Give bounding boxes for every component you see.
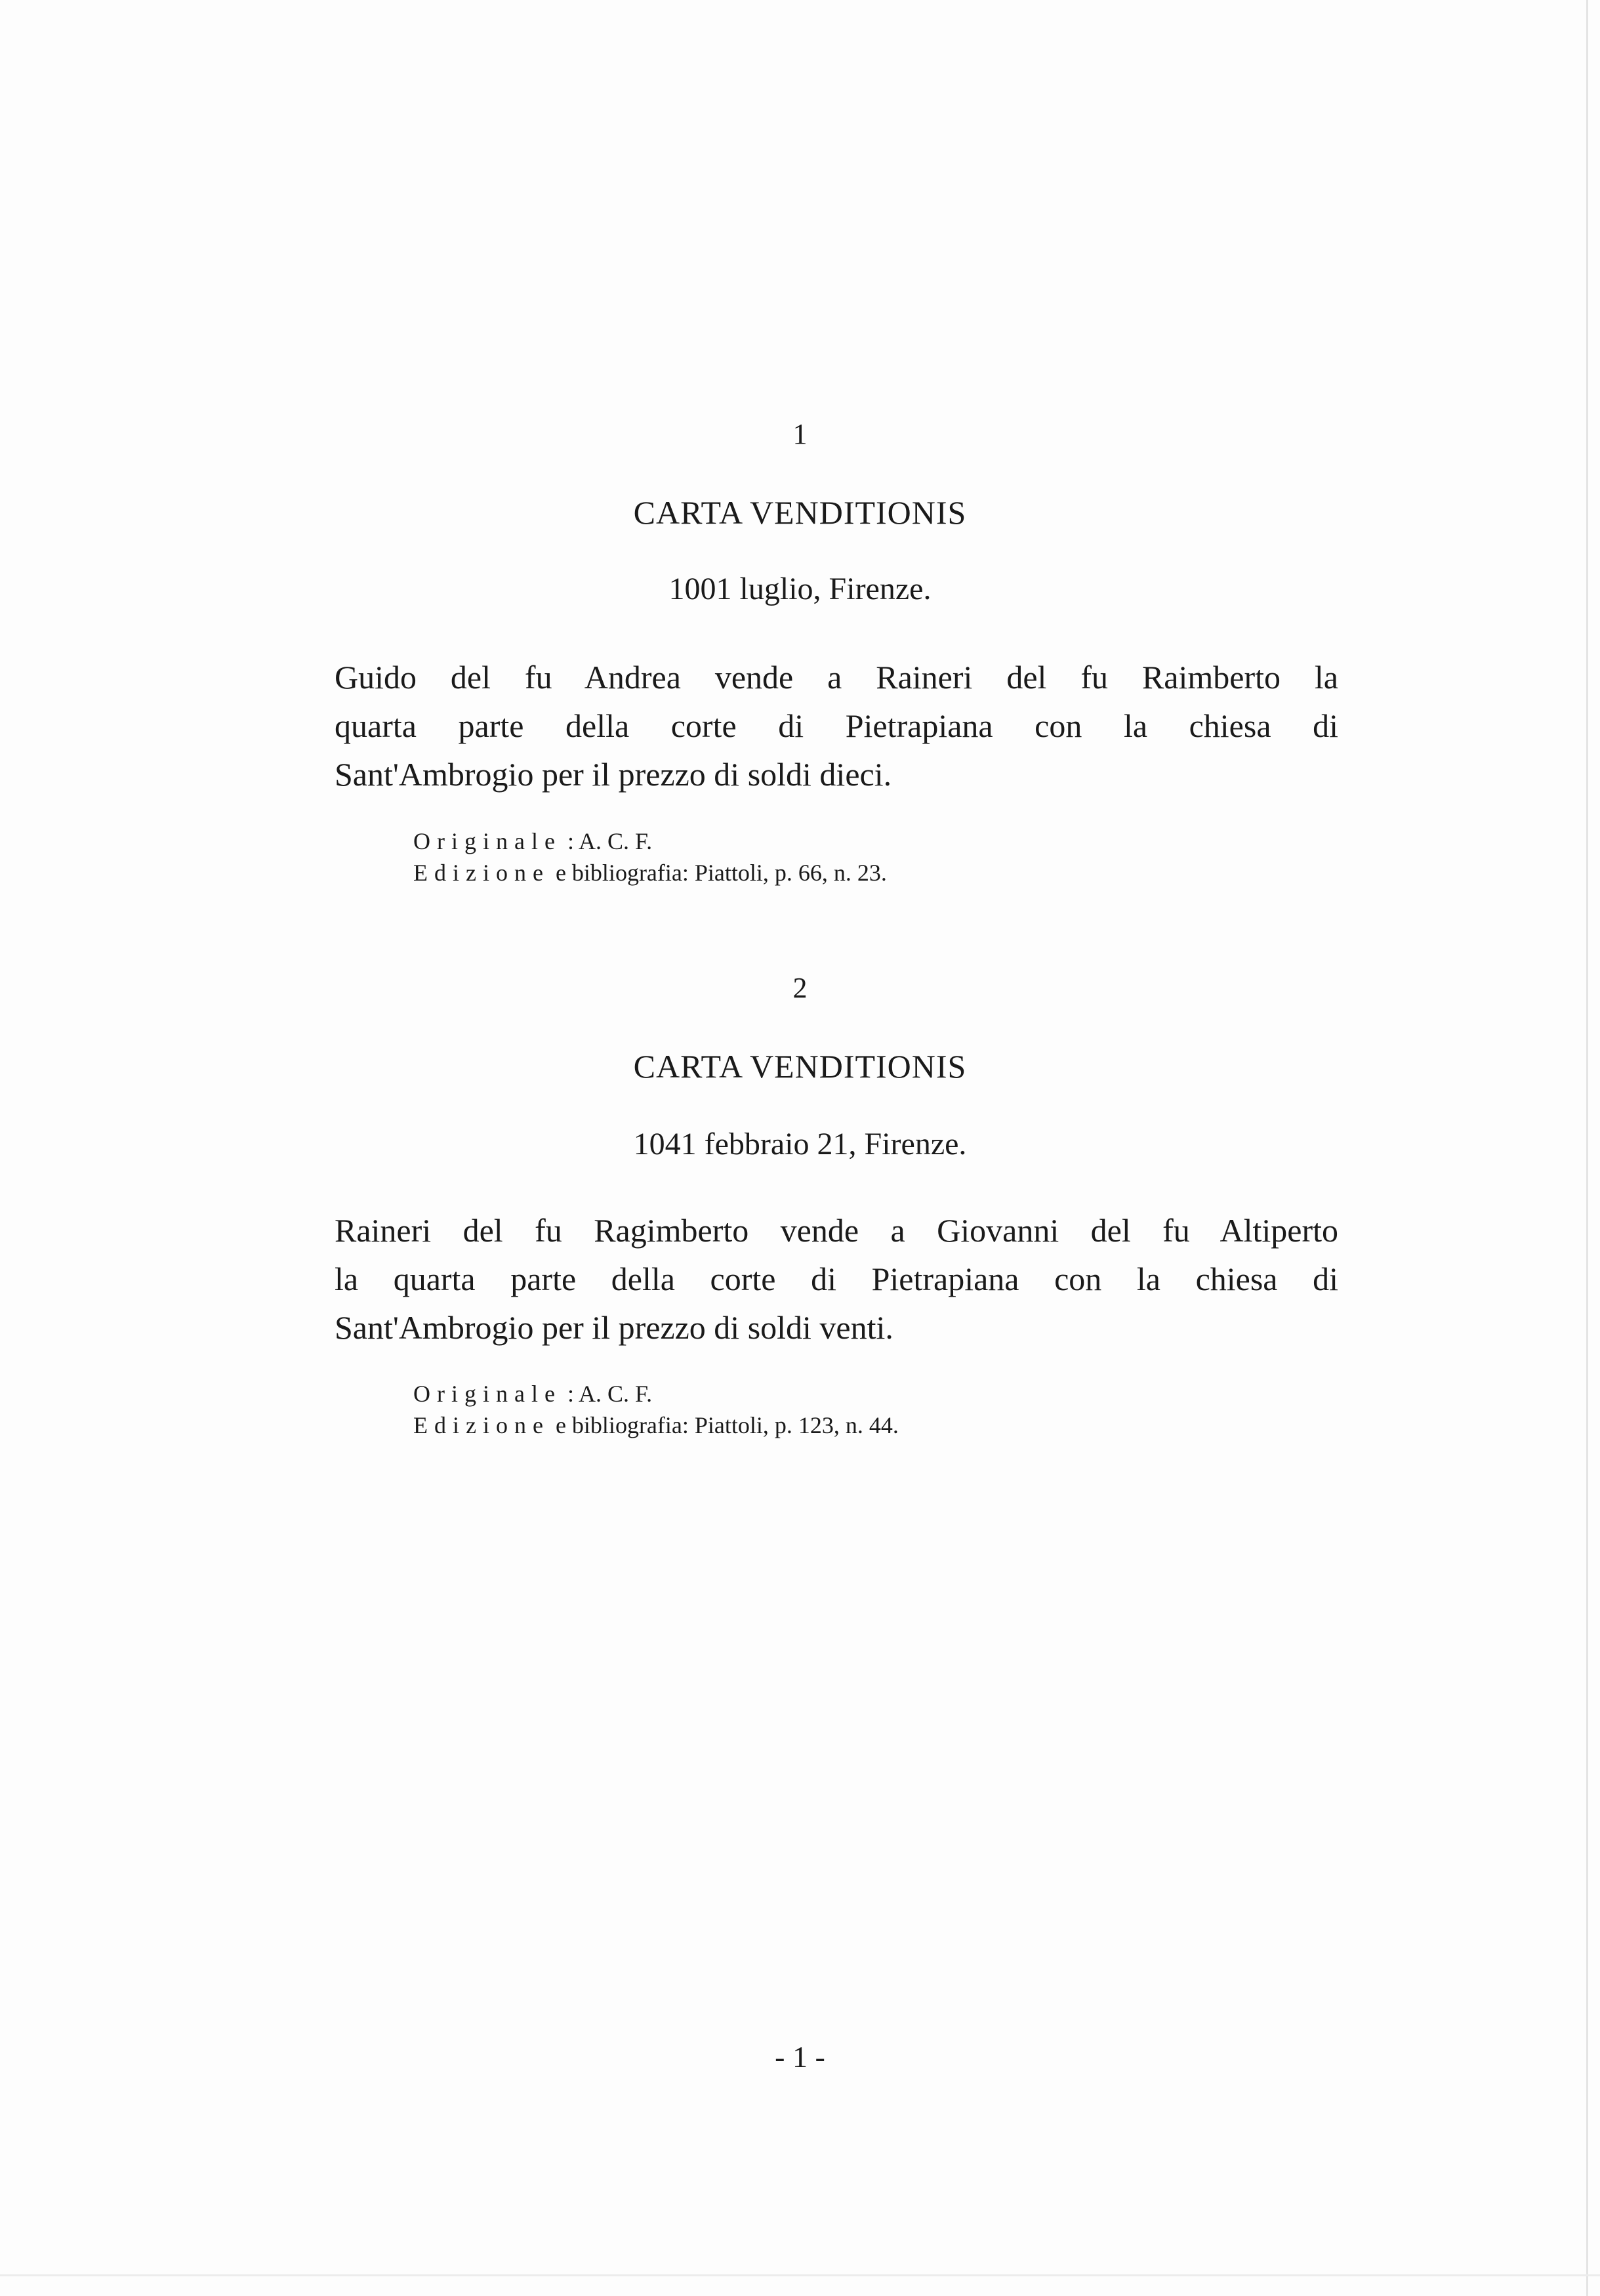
- document-number: 1: [792, 418, 808, 450]
- summary-line: la quarta parte della corte di Pietrapiana con la chiesa di: [335, 1261, 1338, 1297]
- document-number: 2: [792, 972, 808, 1004]
- original-reference: [413, 825, 887, 857]
- document-references: [413, 1378, 899, 1441]
- page-edge-bottom: [0, 2274, 1600, 2276]
- summary-line: quarta parte della corte di Pietrapiana con la chiesa di: [335, 707, 1338, 744]
- summary-line: Raineri del fu Ragimberto vende a Giovanni del fu Altiperto: [335, 1212, 1338, 1249]
- document-date: 1001 luglio, Firenze.: [668, 572, 932, 606]
- summary-line: Guido del fu Andrea vende a Raineri del fu Raimberto la: [335, 659, 1338, 696]
- document-references: [413, 825, 887, 888]
- edition-reference: [413, 1409, 899, 1441]
- document-title: CARTA VENDITIONIS: [633, 1048, 967, 1085]
- edition-reference: [413, 857, 887, 888]
- summary-line: Sant'Ambrogio per il prezzo di soldi venti.: [335, 1309, 893, 1346]
- summary-line: Sant'Ambrogio per il prezzo di soldi dieci.: [335, 756, 892, 793]
- original-label: Originale: [413, 828, 562, 854]
- edition-label: Edizione: [413, 1412, 550, 1438]
- edition-value: e bibliografia: Piattoli, p. 123, n. 44.: [555, 1412, 899, 1438]
- document-title: CARTA VENDITIONIS: [633, 494, 967, 531]
- original-value: : A. C. F.: [567, 1381, 653, 1407]
- original-label: Originale: [413, 1381, 562, 1407]
- edition-value: e bibliografia: Piattoli, p. 66, n. 23.: [555, 860, 887, 886]
- original-reference: [413, 1378, 899, 1409]
- original-value: : A. C. F.: [567, 828, 653, 854]
- edition-label: Edizione: [413, 860, 550, 886]
- document-date: 1041 febbraio 21, Firenze.: [633, 1127, 967, 1161]
- document-summary: [335, 1206, 1338, 1352]
- document-summary: [335, 653, 1338, 799]
- page-number: - 1 -: [775, 2040, 825, 2074]
